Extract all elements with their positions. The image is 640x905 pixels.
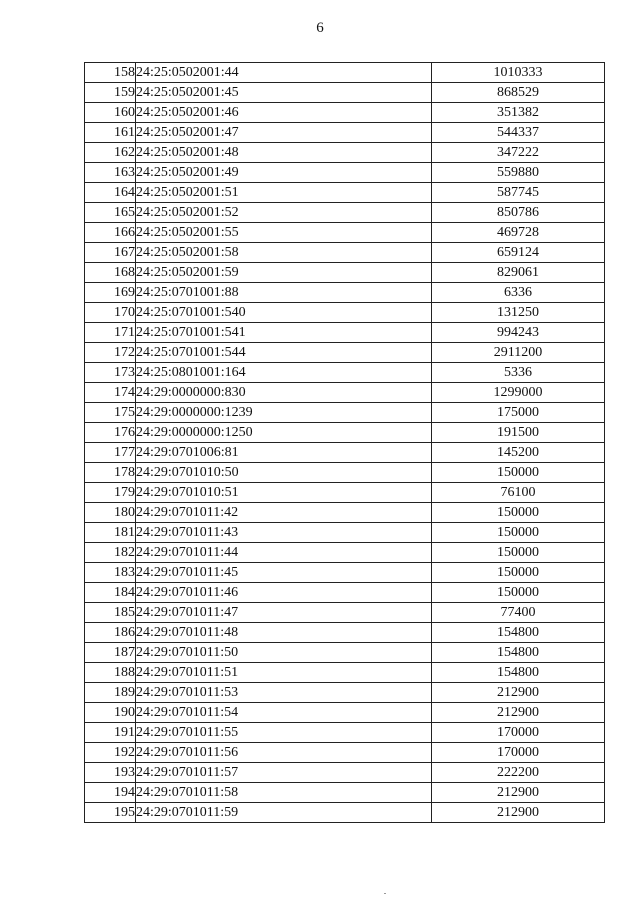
value-cell: 150000 — [432, 523, 605, 543]
value-cell: 76100 — [432, 483, 605, 503]
cadastral-number-cell: 24:25:0701001:88 — [136, 283, 432, 303]
cadastral-number-cell: 24:29:0701011:44 — [136, 543, 432, 563]
row-number-cell: 194 — [85, 783, 136, 803]
table-row — [85, 683, 605, 703]
table-row — [85, 423, 605, 443]
table-row — [85, 363, 605, 383]
data-table — [84, 62, 605, 823]
row-number-cell: 159 — [85, 83, 136, 103]
cadastral-number-cell: 24:25:0801001:164 — [136, 363, 432, 383]
row-number-cell: 189 — [85, 683, 136, 703]
row-number-cell: 180 — [85, 503, 136, 523]
value-cell: 191500 — [432, 423, 605, 443]
row-number-cell: 181 — [85, 523, 136, 543]
table-row — [85, 503, 605, 523]
table-row — [85, 323, 605, 343]
row-number-cell: 168 — [85, 263, 136, 283]
cadastral-number-cell: 24:25:0502001:48 — [136, 143, 432, 163]
cadastral-number-cell: 24:29:0701011:58 — [136, 783, 432, 803]
value-cell: 351382 — [432, 103, 605, 123]
value-cell: 150000 — [432, 503, 605, 523]
cadastral-number-cell: 24:29:0701011:47 — [136, 603, 432, 623]
value-cell: 829061 — [432, 263, 605, 283]
value-cell: 145200 — [432, 443, 605, 463]
table-row — [85, 783, 605, 803]
value-cell: 559880 — [432, 163, 605, 183]
cadastral-number-cell: 24:29:0701010:50 — [136, 463, 432, 483]
table-row — [85, 703, 605, 723]
row-number-cell: 166 — [85, 223, 136, 243]
cadastral-number-cell: 24:25:0701001:540 — [136, 303, 432, 323]
cadastral-number-cell: 24:25:0502001:44 — [136, 63, 432, 83]
row-number-cell: 193 — [85, 763, 136, 783]
table-row — [85, 463, 605, 483]
table-row — [85, 283, 605, 303]
cadastral-number-cell: 24:29:0701011:53 — [136, 683, 432, 703]
row-number-cell: 160 — [85, 103, 136, 123]
table-row — [85, 623, 605, 643]
row-number-cell: 186 — [85, 623, 136, 643]
page-number: 6 — [316, 20, 324, 36]
scan-speck — [384, 893, 386, 894]
table-row — [85, 803, 605, 823]
value-cell: 6336 — [432, 283, 605, 303]
row-number-cell: 190 — [85, 703, 136, 723]
table-row — [85, 103, 605, 123]
value-cell: 212900 — [432, 783, 605, 803]
cadastral-number-cell: 24:29:0701006:81 — [136, 443, 432, 463]
value-cell: 347222 — [432, 143, 605, 163]
row-number-cell: 195 — [85, 803, 136, 823]
cadastral-number-cell: 24:29:0701011:45 — [136, 563, 432, 583]
table-row — [85, 83, 605, 103]
row-number-cell: 162 — [85, 143, 136, 163]
cadastral-number-cell: 24:25:0502001:47 — [136, 123, 432, 143]
cadastral-number-cell: 24:29:0701011:50 — [136, 643, 432, 663]
table-row — [85, 303, 605, 323]
table-row — [85, 243, 605, 263]
table-row — [85, 143, 605, 163]
row-number-cell: 183 — [85, 563, 136, 583]
row-number-cell: 163 — [85, 163, 136, 183]
table-row — [85, 583, 605, 603]
table-row — [85, 723, 605, 743]
value-cell: 154800 — [432, 643, 605, 663]
row-number-cell: 174 — [85, 383, 136, 403]
cadastral-number-cell: 24:29:0701011:46 — [136, 583, 432, 603]
value-cell: 5336 — [432, 363, 605, 383]
cadastral-number-cell: 24:29:0701011:59 — [136, 803, 432, 823]
value-cell: 150000 — [432, 463, 605, 483]
row-number-cell: 170 — [85, 303, 136, 323]
row-number-cell: 172 — [85, 343, 136, 363]
cadastral-number-cell: 24:25:0502001:52 — [136, 203, 432, 223]
row-number-cell: 192 — [85, 743, 136, 763]
cadastral-number-cell: 24:25:0701001:544 — [136, 343, 432, 363]
value-cell: 222200 — [432, 763, 605, 783]
cadastral-number-cell: 24:29:0701011:43 — [136, 523, 432, 543]
value-cell: 1010333 — [432, 63, 605, 83]
table-row — [85, 643, 605, 663]
table-row — [85, 223, 605, 243]
value-cell: 2911200 — [432, 343, 605, 363]
row-number-cell: 165 — [85, 203, 136, 223]
cadastral-number-cell: 24:25:0502001:49 — [136, 163, 432, 183]
row-number-cell: 169 — [85, 283, 136, 303]
value-cell: 150000 — [432, 563, 605, 583]
cadastral-number-cell: 24:29:0000000:1239 — [136, 403, 432, 423]
value-cell: 175000 — [432, 403, 605, 423]
cadastral-number-cell: 24:25:0701001:541 — [136, 323, 432, 343]
cadastral-number-cell: 24:29:0701011:42 — [136, 503, 432, 523]
value-cell: 212900 — [432, 683, 605, 703]
table-row — [85, 563, 605, 583]
table-row — [85, 523, 605, 543]
table-row — [85, 763, 605, 783]
value-cell: 154800 — [432, 623, 605, 643]
value-cell: 587745 — [432, 183, 605, 203]
value-cell: 150000 — [432, 543, 605, 563]
table-row — [85, 183, 605, 203]
value-cell: 154800 — [432, 663, 605, 683]
cadastral-number-cell: 24:25:0502001:55 — [136, 223, 432, 243]
table-row — [85, 543, 605, 563]
value-cell: 131250 — [432, 303, 605, 323]
value-cell: 659124 — [432, 243, 605, 263]
row-number-cell: 191 — [85, 723, 136, 743]
cadastral-number-cell: 24:29:0701011:51 — [136, 663, 432, 683]
row-number-cell: 171 — [85, 323, 136, 343]
row-number-cell: 188 — [85, 663, 136, 683]
row-number-cell: 164 — [85, 183, 136, 203]
value-cell: 1299000 — [432, 383, 605, 403]
cadastral-number-cell: 24:29:0701011:56 — [136, 743, 432, 763]
cadastral-number-cell: 24:29:0701010:51 — [136, 483, 432, 503]
row-number-cell: 179 — [85, 483, 136, 503]
value-cell: 212900 — [432, 803, 605, 823]
cadastral-number-cell: 24:29:0701011:48 — [136, 623, 432, 643]
row-number-cell: 184 — [85, 583, 136, 603]
row-number-cell: 176 — [85, 423, 136, 443]
row-number-cell: 167 — [85, 243, 136, 263]
value-cell: 469728 — [432, 223, 605, 243]
value-cell: 170000 — [432, 743, 605, 763]
cadastral-number-cell: 24:29:0701011:57 — [136, 763, 432, 783]
value-cell: 150000 — [432, 583, 605, 603]
table-row — [85, 383, 605, 403]
cadastral-number-cell: 24:25:0502001:51 — [136, 183, 432, 203]
row-number-cell: 161 — [85, 123, 136, 143]
table-body — [85, 63, 605, 823]
value-cell: 850786 — [432, 203, 605, 223]
table-row — [85, 163, 605, 183]
row-number-cell: 173 — [85, 363, 136, 383]
table-row — [85, 663, 605, 683]
cadastral-number-cell: 24:25:0502001:58 — [136, 243, 432, 263]
cadastral-number-cell: 24:25:0502001:45 — [136, 83, 432, 103]
row-number-cell: 185 — [85, 603, 136, 623]
value-cell: 868529 — [432, 83, 605, 103]
row-number-cell: 175 — [85, 403, 136, 423]
value-cell: 212900 — [432, 703, 605, 723]
value-cell: 77400 — [432, 603, 605, 623]
cadastral-number-cell: 24:29:0701011:54 — [136, 703, 432, 723]
row-number-cell: 182 — [85, 543, 136, 563]
cadastral-number-cell: 24:25:0502001:46 — [136, 103, 432, 123]
table-row — [85, 743, 605, 763]
value-cell: 544337 — [432, 123, 605, 143]
row-number-cell: 158 — [85, 63, 136, 83]
row-number-cell: 177 — [85, 443, 136, 463]
table-row — [85, 443, 605, 463]
table-row — [85, 343, 605, 363]
table-row — [85, 603, 605, 623]
row-number-cell: 187 — [85, 643, 136, 663]
table-row — [85, 123, 605, 143]
table-row — [85, 63, 605, 83]
table-row — [85, 203, 605, 223]
value-cell: 994243 — [432, 323, 605, 343]
cadastral-number-cell: 24:29:0000000:1250 — [136, 423, 432, 443]
table-row — [85, 483, 605, 503]
table-row — [85, 263, 605, 283]
value-cell: 170000 — [432, 723, 605, 743]
cadastral-number-cell: 24:25:0502001:59 — [136, 263, 432, 283]
row-number-cell: 178 — [85, 463, 136, 483]
cadastral-number-cell: 24:29:0000000:830 — [136, 383, 432, 403]
cadastral-number-cell: 24:29:0701011:55 — [136, 723, 432, 743]
table-row — [85, 403, 605, 423]
